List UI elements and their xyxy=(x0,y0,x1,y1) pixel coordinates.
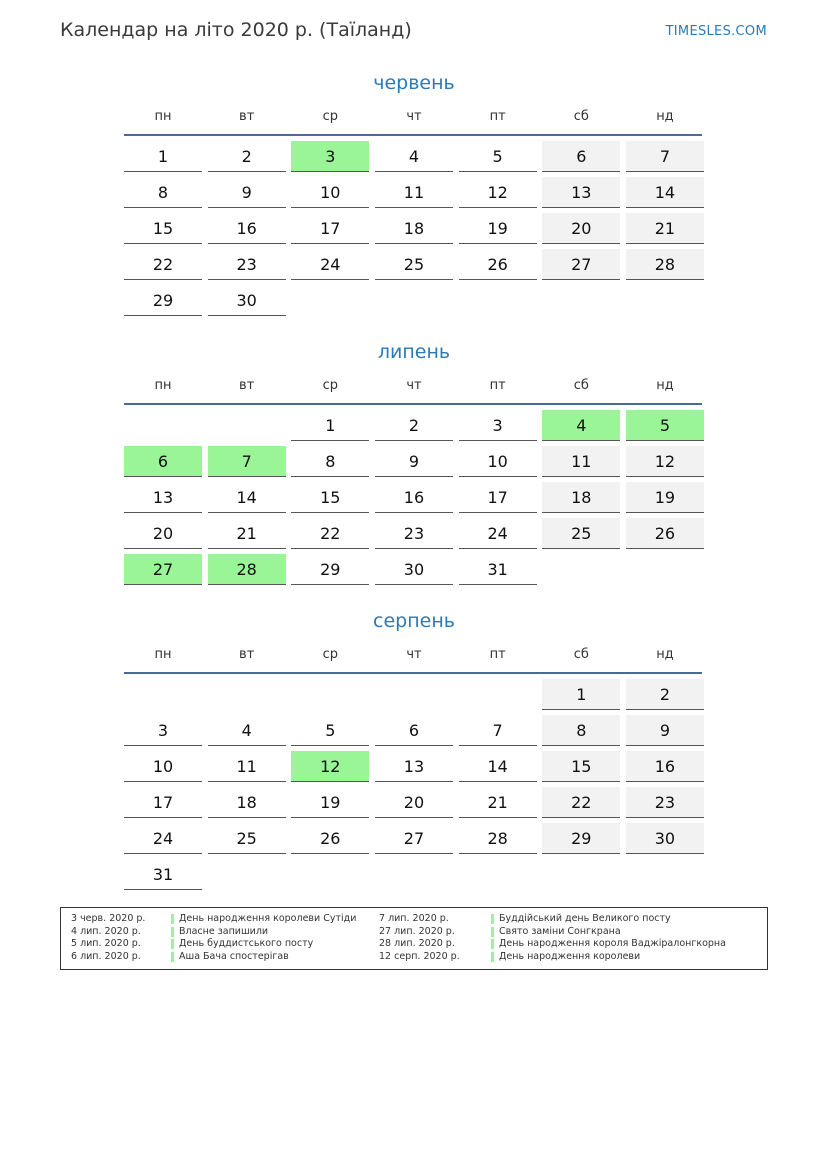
day-cell[interactable]: 11 xyxy=(208,751,286,782)
day-cell[interactable]: 10 xyxy=(291,177,369,208)
legend-holiday-name: День народження королеви Сутіди xyxy=(179,913,357,924)
weekend-day-cell[interactable]: 7 xyxy=(626,141,704,172)
weekend-day-cell[interactable]: 20 xyxy=(542,213,620,244)
weekday-label: чт xyxy=(406,647,422,662)
legend-holiday-name: День буддистського посту xyxy=(179,938,314,949)
day-cell[interactable]: 13 xyxy=(375,751,453,782)
weekend-day-cell[interactable]: 30 xyxy=(626,823,704,854)
weekend-day-cell[interactable]: 2 xyxy=(626,679,704,710)
day-cell[interactable]: 13 xyxy=(124,482,202,513)
page-title: Календар на літо 2020 р. (Таїланд) xyxy=(60,19,412,41)
weekend-day-cell[interactable]: 6 xyxy=(542,141,620,172)
weekday-label: вт xyxy=(239,109,255,124)
holiday-day-cell[interactable]: 7 xyxy=(208,446,286,477)
legend-date: 5 лип. 2020 р. xyxy=(71,938,141,949)
day-cell[interactable]: 8 xyxy=(124,177,202,208)
weekend-day-cell[interactable]: 18 xyxy=(542,482,620,513)
day-cell[interactable]: 10 xyxy=(124,751,202,782)
day-cell[interactable]: 17 xyxy=(291,213,369,244)
legend-holiday-name: Власне запишили xyxy=(179,925,269,937)
holiday-color-marker xyxy=(171,939,174,949)
holiday-color-marker xyxy=(171,927,174,937)
weekend-day-cell[interactable]: 11 xyxy=(542,446,620,477)
day-cell[interactable]: 12 xyxy=(459,177,537,208)
holiday-color-marker xyxy=(491,914,494,924)
weekday-label: сб xyxy=(573,647,589,662)
header-divider xyxy=(124,403,702,405)
legend-date: 6 лип. 2020 р. xyxy=(71,950,141,962)
weekend-day-cell[interactable]: 21 xyxy=(626,213,704,244)
day-cell[interactable]: 25 xyxy=(375,249,453,280)
day-cell[interactable]: 31 xyxy=(459,554,537,585)
weekday-label: сб xyxy=(573,109,589,124)
holiday-day-cell[interactable]: 4 xyxy=(542,410,620,441)
legend-date: 3 черв. 2020 р. xyxy=(71,913,146,924)
day-cell[interactable]: 23 xyxy=(375,518,453,549)
holiday-color-marker xyxy=(171,952,174,962)
weekday-label: нд xyxy=(656,647,674,662)
day-cell[interactable]: 17 xyxy=(459,482,537,513)
month-june xyxy=(124,70,704,321)
weekend-day-cell[interactable]: 25 xyxy=(542,518,620,549)
day-cell[interactable]: 1 xyxy=(291,410,369,441)
holiday-legend xyxy=(60,907,768,970)
weekend-day-cell[interactable]: 22 xyxy=(542,787,620,818)
day-cell[interactable]: 2 xyxy=(375,410,453,441)
weekend-day-cell[interactable]: 26 xyxy=(626,518,704,549)
legend-holiday-name: Свято заміни Сонгкрана xyxy=(499,925,621,937)
day-cell[interactable]: 24 xyxy=(124,823,202,854)
holiday-day-cell[interactable]: 5 xyxy=(626,410,704,441)
day-cell[interactable]: 26 xyxy=(291,823,369,854)
weekday-label: вт xyxy=(239,378,255,393)
weekday-label: ср xyxy=(322,378,339,393)
day-cell[interactable]: 20 xyxy=(124,518,202,549)
weekday-header xyxy=(124,371,704,401)
weekday-label: ср xyxy=(322,647,339,662)
legend-date: 27 лип. 2020 р. xyxy=(379,925,455,937)
day-cell[interactable]: 18 xyxy=(208,787,286,818)
day-grid xyxy=(124,410,704,590)
day-cell[interactable]: 3 xyxy=(124,715,202,746)
weekend-day-cell[interactable]: 19 xyxy=(626,482,704,513)
day-cell[interactable]: 4 xyxy=(375,141,453,172)
weekday-label: пт xyxy=(489,109,506,124)
site-link[interactable]: TIMESLES.COM xyxy=(665,24,767,39)
day-cell[interactable]: 1 xyxy=(124,141,202,172)
day-cell[interactable]: 27 xyxy=(375,823,453,854)
empty-cell xyxy=(124,679,202,710)
weekend-day-cell[interactable]: 9 xyxy=(626,715,704,746)
legend-date: 7 лип. 2020 р. xyxy=(379,913,449,924)
day-cell[interactable]: 9 xyxy=(208,177,286,208)
weekday-label: нд xyxy=(656,109,674,124)
day-cell[interactable]: 21 xyxy=(459,787,537,818)
day-cell[interactable]: 30 xyxy=(208,285,286,316)
day-cell[interactable]: 14 xyxy=(208,482,286,513)
day-cell[interactable]: 28 xyxy=(459,823,537,854)
legend-date: 4 лип. 2020 р. xyxy=(71,925,141,937)
weekday-label: нд xyxy=(656,378,674,393)
day-cell[interactable]: 16 xyxy=(375,482,453,513)
month-title: липень xyxy=(377,341,451,363)
holiday-day-cell[interactable]: 28 xyxy=(208,554,286,585)
day-cell[interactable]: 29 xyxy=(124,285,202,316)
day-cell[interactable]: 26 xyxy=(459,249,537,280)
month-title: серпень xyxy=(373,610,455,632)
weekend-day-cell[interactable]: 16 xyxy=(626,751,704,782)
holiday-day-cell[interactable]: 12 xyxy=(291,751,369,782)
empty-cell xyxy=(124,410,202,441)
day-cell[interactable]: 5 xyxy=(459,141,537,172)
day-cell[interactable]: 10 xyxy=(459,446,537,477)
weekday-label: пн xyxy=(154,109,172,124)
legend-holiday-name: Аша Бача спостерігав xyxy=(179,950,289,962)
holiday-day-cell[interactable]: 3 xyxy=(291,141,369,172)
day-cell[interactable]: 29 xyxy=(291,554,369,585)
weekend-day-cell[interactable]: 1 xyxy=(542,679,620,710)
day-cell[interactable]: 15 xyxy=(291,482,369,513)
holiday-color-marker xyxy=(491,952,494,962)
weekday-label: ср xyxy=(322,109,339,124)
day-cell[interactable]: 7 xyxy=(459,715,537,746)
day-cell[interactable]: 17 xyxy=(124,787,202,818)
day-cell[interactable]: 30 xyxy=(375,554,453,585)
weekend-day-cell[interactable]: 15 xyxy=(542,751,620,782)
weekday-label: пт xyxy=(489,378,506,393)
day-grid xyxy=(124,679,704,895)
weekday-label: вт xyxy=(239,647,255,662)
empty-cell xyxy=(375,679,453,710)
weekday-label: чт xyxy=(406,109,422,124)
day-cell[interactable]: 11 xyxy=(375,177,453,208)
weekend-day-cell[interactable]: 13 xyxy=(542,177,620,208)
day-cell[interactable]: 21 xyxy=(208,518,286,549)
day-cell[interactable]: 24 xyxy=(291,249,369,280)
weekend-day-cell[interactable]: 29 xyxy=(542,823,620,854)
weekday-label: пн xyxy=(154,378,172,393)
header-divider xyxy=(124,134,702,136)
day-cell[interactable]: 31 xyxy=(124,859,202,890)
weekend-day-cell[interactable]: 28 xyxy=(626,249,704,280)
empty-cell xyxy=(291,679,369,710)
day-cell[interactable]: 4 xyxy=(208,715,286,746)
month-title: червень xyxy=(373,72,455,94)
day-cell[interactable]: 9 xyxy=(375,446,453,477)
day-cell[interactable]: 8 xyxy=(291,446,369,477)
day-cell[interactable]: 14 xyxy=(459,751,537,782)
day-cell[interactable]: 19 xyxy=(459,213,537,244)
empty-cell xyxy=(208,410,286,441)
day-cell[interactable]: 3 xyxy=(459,410,537,441)
legend-holiday-name: День народження королеви xyxy=(499,950,641,962)
day-cell[interactable]: 6 xyxy=(375,715,453,746)
header-divider xyxy=(124,672,702,674)
day-cell[interactable]: 15 xyxy=(124,213,202,244)
day-cell[interactable]: 23 xyxy=(208,249,286,280)
day-cell[interactable]: 20 xyxy=(375,787,453,818)
weekend-day-cell[interactable]: 12 xyxy=(626,446,704,477)
legend-date: 12 серп. 2020 р. xyxy=(379,950,460,962)
holiday-day-cell[interactable]: 27 xyxy=(124,554,202,585)
day-cell[interactable]: 5 xyxy=(291,715,369,746)
day-cell[interactable]: 25 xyxy=(208,823,286,854)
month-august xyxy=(124,608,704,895)
weekend-day-cell[interactable]: 27 xyxy=(542,249,620,280)
weekday-label: пт xyxy=(489,647,506,662)
holiday-color-marker xyxy=(491,939,494,949)
day-grid xyxy=(124,141,704,321)
holiday-color-marker xyxy=(491,927,494,937)
month-july xyxy=(124,339,704,590)
legend-holiday-name: Буддійський день Великого посту xyxy=(499,913,671,924)
weekend-day-cell[interactable]: 23 xyxy=(626,787,704,818)
holiday-day-cell[interactable]: 6 xyxy=(124,446,202,477)
weekday-header xyxy=(124,640,704,670)
day-cell[interactable]: 22 xyxy=(291,518,369,549)
day-cell[interactable]: 18 xyxy=(375,213,453,244)
day-cell[interactable]: 24 xyxy=(459,518,537,549)
empty-cell xyxy=(459,679,537,710)
legend-date: 28 лип. 2020 р. xyxy=(379,938,455,949)
empty-cell xyxy=(208,679,286,710)
weekday-header xyxy=(124,102,704,132)
day-cell[interactable]: 22 xyxy=(124,249,202,280)
day-cell[interactable]: 16 xyxy=(208,213,286,244)
weekday-label: чт xyxy=(406,378,422,393)
weekday-label: пн xyxy=(154,647,172,662)
legend-holiday-name: День народження короля Ваджіралонгкорна xyxy=(499,938,726,949)
day-cell[interactable]: 2 xyxy=(208,141,286,172)
weekend-day-cell[interactable]: 8 xyxy=(542,715,620,746)
holiday-color-marker xyxy=(171,914,174,924)
weekend-day-cell[interactable]: 14 xyxy=(626,177,704,208)
weekday-label: сб xyxy=(573,378,589,393)
day-cell[interactable]: 19 xyxy=(291,787,369,818)
